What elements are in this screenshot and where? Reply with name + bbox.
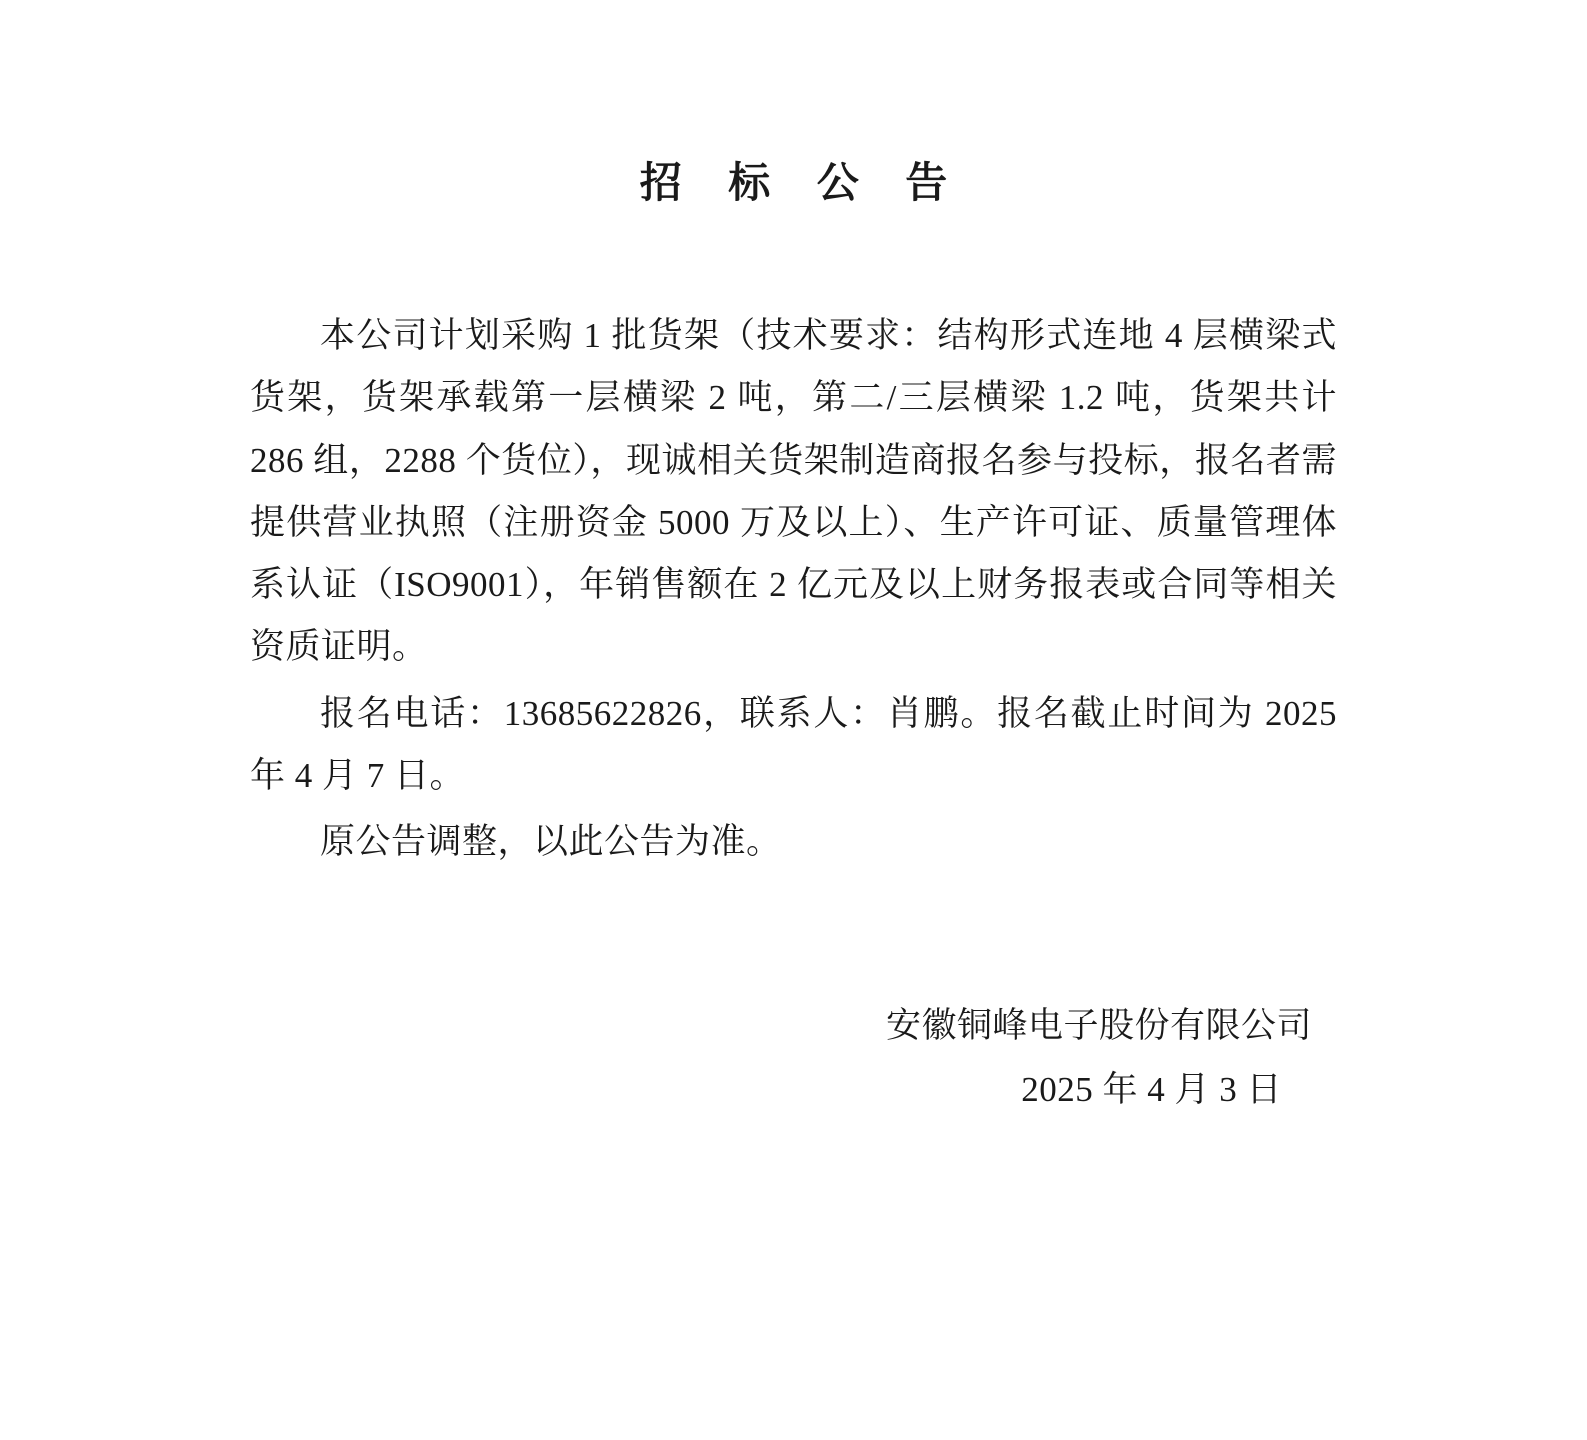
paragraph-notice: 原公告调整，以此公告为准。 xyxy=(320,822,782,862)
paragraph-contact: 报名电话：13685622826，联系人：肖鹏。报名截止时间为 2025 年 4 月 7 日。 xyxy=(250,693,1337,796)
signature-company: 安徽铜峰电子股份有限公司 xyxy=(885,1005,1312,1045)
paragraph-procurement: 本公司计划采购 1 批货架（技术要求：结构形式连地 4 层横梁式货架，货架承载第一层横梁 2 吨，第二/三层横梁 1.2 吨，货架共计 286 组，2288 个货位），现诚相关货架制造商报名参与投标，报名者需提供营业执照（注册资金 5000 万及以上）、生产许可证、质量管理体系认证（ISO9001），年销售额在 2 亿元及以上财务报表或合同等相关资质证明。 xyxy=(250,316,1337,667)
page-title: 招 标 公 告 xyxy=(639,161,966,207)
signature-date: 2025 年 4 月 3 日 xyxy=(1021,1070,1282,1110)
document-body xyxy=(250,305,1337,874)
signature-block xyxy=(250,994,1337,1124)
